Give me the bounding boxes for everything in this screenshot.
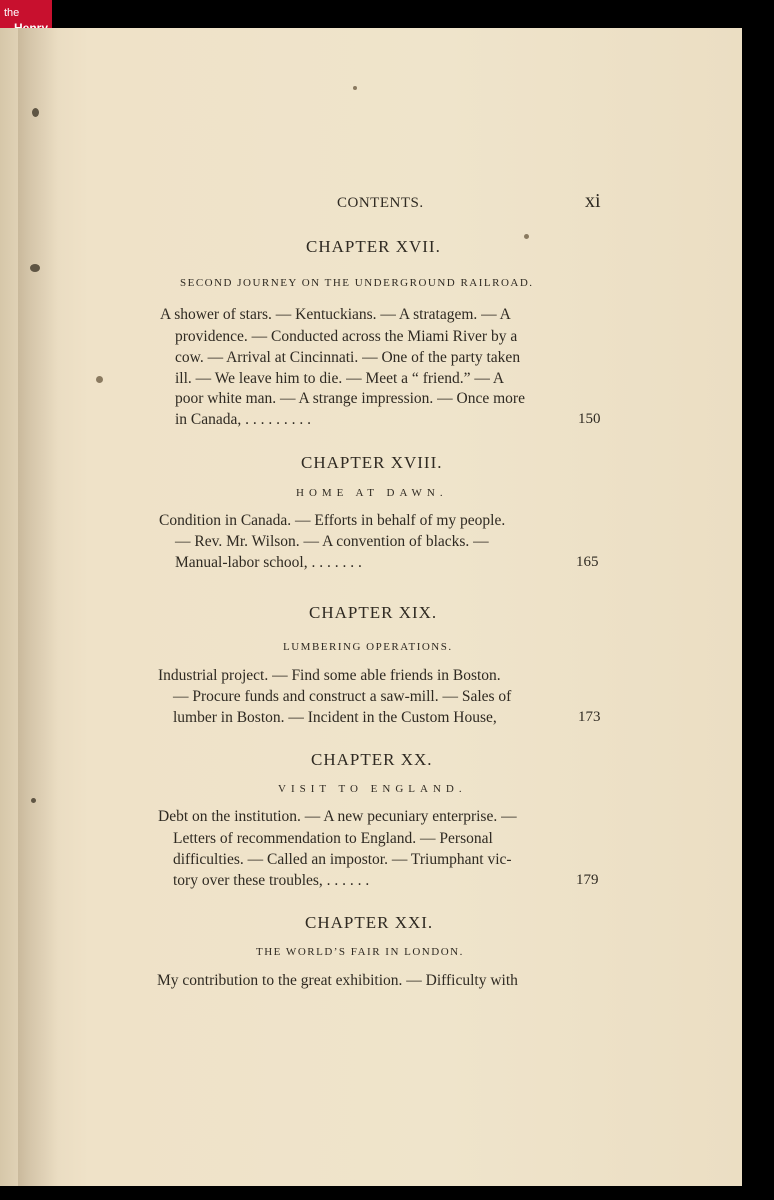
chapter-subtitle: THE WORLD’S FAIR IN LONDON.: [256, 946, 464, 958]
summary-line: providence. — Conducted across the Miami River by a: [175, 328, 518, 345]
summary-line: Condition in Canada. — Efforts in behalf of my people.: [159, 512, 506, 529]
chapter-heading: CHAPTER XX.: [311, 750, 433, 769]
summary-line: A shower of stars. — Kentuckians. — A stratagem. — A: [160, 306, 511, 323]
summary-line: poor white man. — A strange impression. — Once more: [175, 390, 525, 407]
paper-spot: [524, 234, 529, 239]
page-reference: 173: [578, 709, 601, 725]
logo-text-the: the: [4, 7, 20, 19]
chapter-subtitle: LUMBERING OPERATIONS.: [283, 641, 453, 653]
paper-spot: [32, 108, 39, 117]
summary-line: — Procure funds and construct a saw-mill. — Sales of: [173, 688, 512, 705]
page-gutter-shadow: [18, 28, 58, 1186]
paper-spot: [353, 86, 357, 90]
summary-line: lumber in Boston. — Incident in the Custom House,: [173, 709, 497, 726]
chapter-heading: CHAPTER XVII.: [306, 237, 441, 256]
summary-line: tory over these troubles, . . . . . .: [173, 872, 370, 889]
paper-spot: [31, 798, 36, 803]
summary-line: cow. — Arrival at Cincinnati. — One of the party taken: [175, 349, 521, 366]
summary-line: difficulties. — Called an impostor. — Triumphant vic-: [173, 851, 512, 868]
summary-line: — Rev. Mr. Wilson. — A convention of blacks. —: [175, 533, 489, 550]
summary-line: in Canada, . . . . . . . . .: [175, 411, 312, 428]
paper-spot: [30, 264, 40, 272]
chapter-subtitle: VISIT TO ENGLAND.: [278, 783, 467, 795]
summary-line: My contribution to the great exhibition. — Difficulty with: [157, 972, 518, 989]
chapter-heading: CHAPTER XXI.: [305, 913, 434, 932]
running-head-title: CONTENTS.: [337, 195, 424, 211]
page-reference: 150: [578, 411, 601, 427]
summary-line: Manual-labor school, . . . . . . .: [175, 554, 362, 571]
page-reference: 179: [576, 872, 599, 888]
summary-line: Debt on the institution. — A new pecuniary enterprise. —: [158, 808, 517, 825]
page-reference: 165: [576, 554, 599, 570]
summary-line: ill. — We leave him to die. — Meet a “ friend.” — A: [175, 370, 505, 387]
chapter-subtitle: HOME AT DAWN.: [296, 487, 448, 499]
summary-line: Industrial project. — Find some able friends in Boston.: [158, 667, 501, 684]
paper-spot: [96, 376, 103, 383]
running-head-page-number: xi: [585, 190, 601, 212]
chapter-subtitle: SECOND JOURNEY ON THE UNDERGROUND RAILROAD.: [180, 277, 534, 289]
summary-line: Letters of recommendation to England. — Personal: [173, 830, 493, 847]
chapter-heading: CHAPTER XVIII.: [301, 453, 443, 472]
chapter-heading: CHAPTER XIX.: [309, 603, 438, 622]
